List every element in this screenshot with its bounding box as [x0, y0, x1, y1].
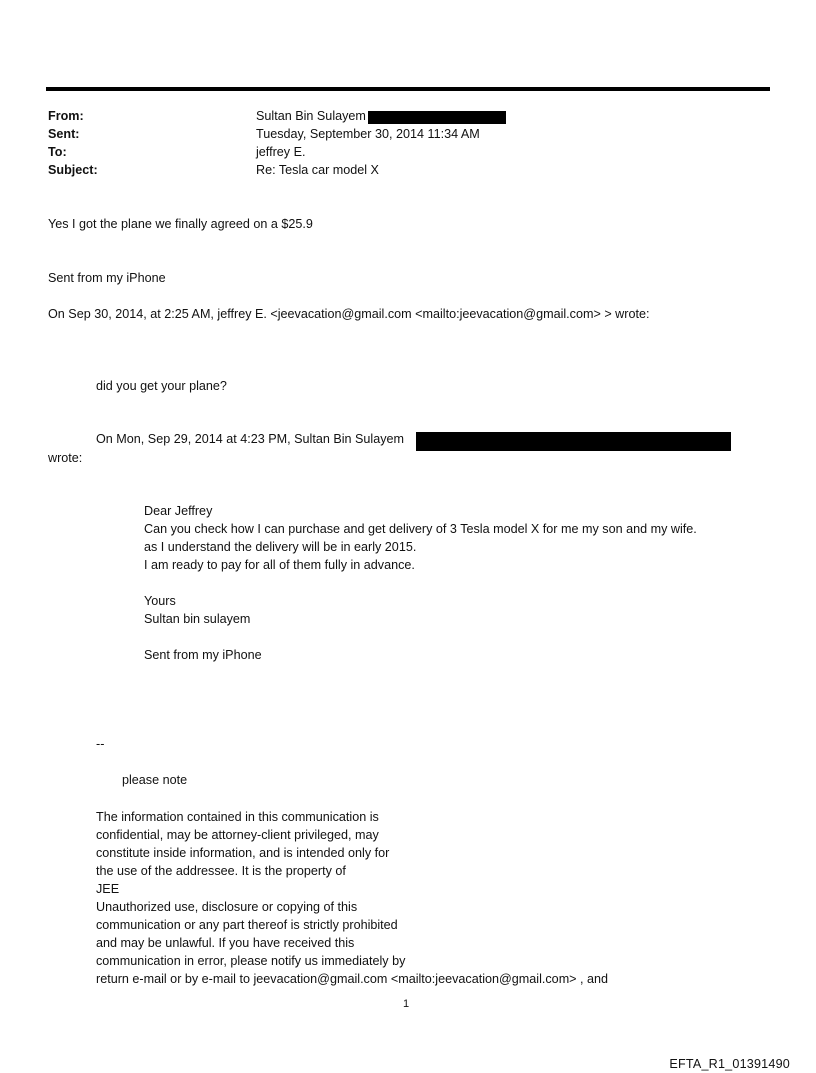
disclaimer-line: JEE — [96, 882, 120, 896]
message-line: I am ready to pay for all of them fully in advance. — [144, 558, 415, 572]
closing: Yours — [144, 594, 176, 608]
document-id: EFTA_R1_01391490 — [669, 1057, 790, 1071]
disclaimer-line: communication or any part thereof is strictly prohibited — [96, 918, 398, 932]
to-label: To: — [48, 145, 67, 159]
page-number: 1 — [403, 998, 410, 1010]
to-value: jeffrey E. — [256, 145, 306, 159]
subject-label: Subject: — [48, 163, 98, 177]
header-rule — [46, 87, 770, 91]
greeting: Dear Jeffrey — [144, 504, 213, 518]
separator: -- — [96, 737, 105, 751]
redaction-bar — [416, 432, 731, 451]
quote-intro-nested: On Mon, Sep 29, 2014 at 4:23 PM, Sultan Bin Sulayem — [96, 432, 405, 446]
sender-name: Sultan bin sulayem — [144, 612, 251, 626]
message-line: as I understand the delivery will be in early 2015. — [144, 540, 417, 554]
disclaimer-line: constitute inside information, and is intended only for — [96, 846, 390, 860]
quote-intro-nested-end: wrote: — [48, 451, 83, 465]
disclaimer-line: and may be unlawful. If you have received this — [96, 936, 355, 950]
signature-line: Sent from my iPhone — [144, 648, 262, 662]
disclaimer-line: confidential, may be attorney-client privileged, may — [96, 828, 379, 842]
disclaimer-line: return e-mail or by e-mail to jeevacation@gmail.com <mailto:jeevacation@gmail.com> , and — [96, 972, 609, 986]
sent-value: Tuesday, September 30, 2014 11:34 AM — [256, 127, 480, 141]
message-line: Can you check how I can purchase and get delivery of 3 Tesla model X for me my son and my wife. — [144, 522, 697, 536]
disclaimer-line: Unauthorized use, disclosure or copying of this — [96, 900, 358, 914]
question-line: did you get your plane? — [96, 379, 227, 393]
subject-value: Re: Tesla car model X — [256, 163, 379, 177]
from-value: Sultan Bin Sulayem — [256, 109, 366, 123]
disclaimer-line: The information contained in this communication is — [96, 810, 379, 824]
disclaimer-line: communication in error, please notify us immediately by — [96, 954, 406, 968]
please-note: please note — [122, 773, 188, 787]
from-label: From: — [48, 109, 84, 123]
sent-label: Sent: — [48, 127, 80, 141]
redaction-bar — [368, 111, 506, 124]
disclaimer-line: the use of the addressee. It is the property of — [96, 864, 346, 878]
signature-line: Sent from my iPhone — [48, 271, 166, 285]
reply-line: Yes I got the plane we finally agreed on a $25.9 — [48, 217, 313, 231]
quote-intro: On Sep 30, 2014, at 2:25 AM, jeffrey E. <jeevacation@gmail.com <mailto:jeevacation@gmail.com> > wrote: — [48, 307, 650, 321]
